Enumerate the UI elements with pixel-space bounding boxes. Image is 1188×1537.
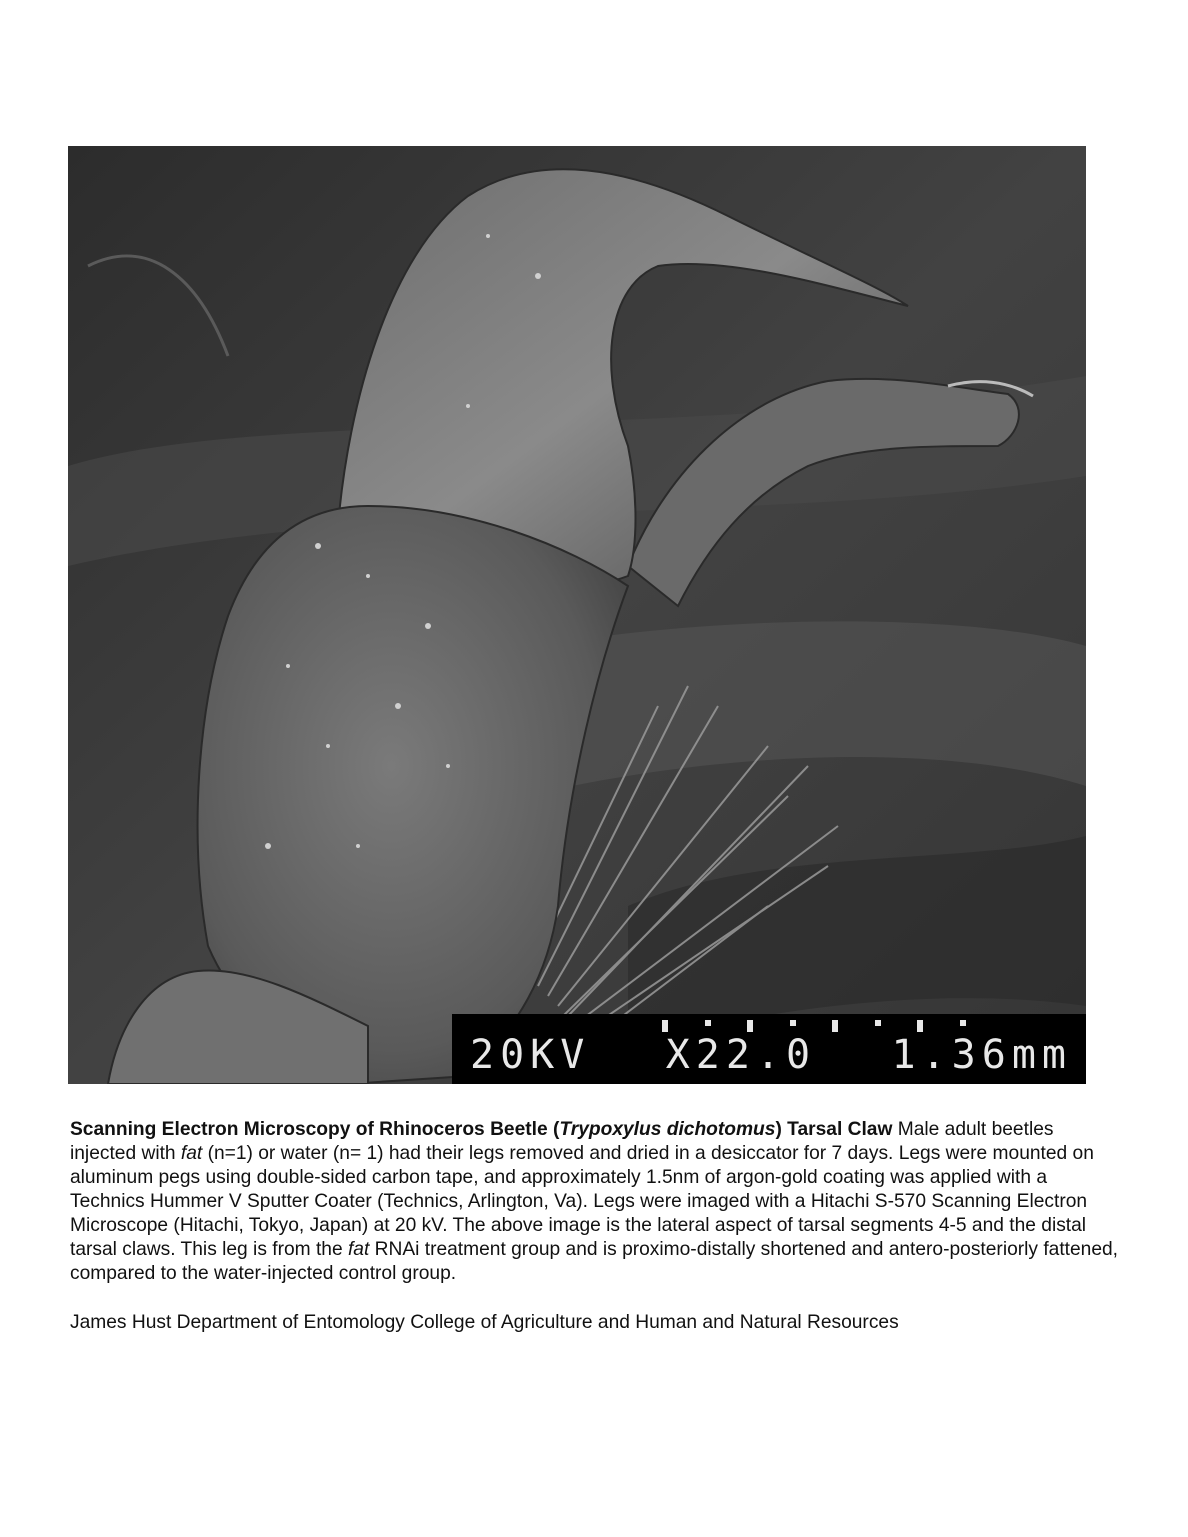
- figure-caption: Scanning Electron Microscopy of Rhinoceros Beetle (Trypoxylus dichotomus) Tarsal Claw Male adult beetles injected with fat (n=1) or water (n= 1) had their legs removed and dried in a desiccator for 7 days. Legs were mounted on aluminum pegs using double-sided carbon tape, and approximately 1.5nm of argon-gold coating was applied with a Technics Hummer V Sputter Coater (Technics, Arlington, Va). Legs were imaged with a Hitachi S-570 Scanning Electron Microscope (Hitachi, Tokyo, Japan) at 20 kV. The above image is the lateral aspect of tarsal segments 4-5 and the distal tarsal claws. This leg is from the fat RNAi treatment group and is proximo-distally shortened and antero-posteriorly fattened, compared to the water-injected control group.: [70, 1119, 1119, 1284]
- author-credit: James Hust Department of Entomology College of Agriculture and Human and Natural Resources: [70, 1312, 899, 1333]
- scale-label: 1.36mm: [891, 1032, 1072, 1078]
- caption-title: Scanning Electron Microscopy of Rhinoceros Beetle (Trypoxylus dichotomus) Tarsal Claw: [70, 1119, 893, 1140]
- gene-name: fat: [180, 1143, 203, 1164]
- magnification-label: X22.0: [665, 1032, 817, 1078]
- tarsal-claw-image: [68, 146, 1086, 1084]
- gene-name: fat: [347, 1239, 370, 1260]
- sem-micrograph: [68, 146, 1086, 1084]
- scale-bar: [452, 1014, 1086, 1084]
- voltage-label: 20KV: [470, 1032, 591, 1078]
- caption-text: Male adult beetles injected with: [70, 1119, 1054, 1164]
- species-name: Trypoxylus dichotomus: [559, 1119, 776, 1140]
- scale-ticks: [662, 1020, 966, 1034]
